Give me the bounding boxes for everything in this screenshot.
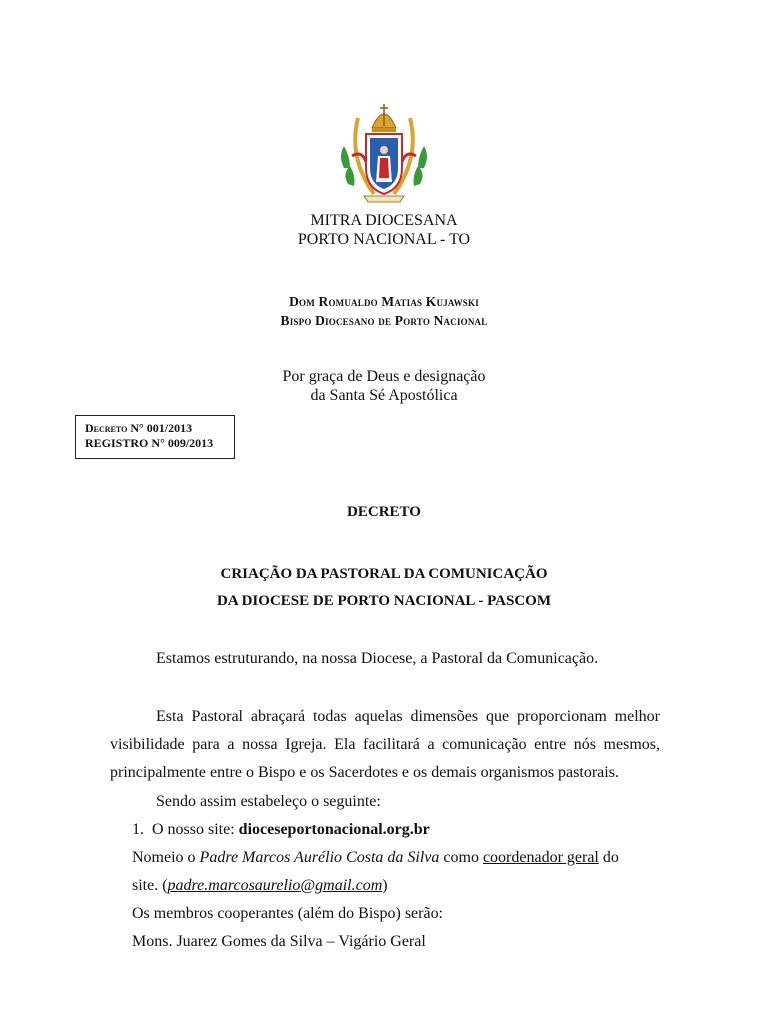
grace-line-2: da Santa Sé Apostólica [310,387,458,404]
nomination-prefix: Nomeio o [132,849,200,866]
decree-items [132,816,662,956]
grace-statement [0,367,768,405]
diocese-crest-icon [334,98,434,206]
site-email-line [132,872,662,900]
list-item-site [132,816,662,844]
creation-title [0,561,768,615]
org-line-1: MITRA DIOCESANA [310,212,458,229]
bishop-title: Bispo Diocesano de Porto Nacional [280,313,488,328]
org-line-2: PORTO NACIONAL - TO [297,231,471,248]
grace-line-1: Por graça de Deus e designação [282,368,486,385]
nomination-line [132,844,662,872]
creation-line-2: DA DIOCESE DE PORTO NACIONAL - PASCOM [217,593,551,609]
bishop-name: Dom Romualdo Matias Kujawski [289,294,479,309]
paragraph-intro: Estamos estruturando, na nossa Diocese, a Pastoral da Comunicação. [156,650,599,667]
item-prefix: 1. O nosso site: [132,821,239,838]
nomination-mid: como [439,849,483,866]
site-url: dioceseportonacional.org.br [238,821,430,838]
coordinator-role: coordenador geral [482,849,599,866]
coordinator-name: Padre Marcos Aurélio Costa da Silva [199,849,440,866]
bishop-heading [0,292,768,330]
members-line: Os membros cooperantes (além do Bispo) serão: [132,905,444,922]
coordinator-email-link[interactable]: padre.marcosaurelio@gmail.com [167,877,383,894]
registry-reference: REGISTRO N° 009/2013 [85,436,214,450]
nomination-suffix: do [598,849,619,866]
organization-heading [0,211,768,249]
decree-title: DECRETO [347,504,421,520]
decree-label: Decreto [85,421,128,435]
email-prefix: site. ( [132,877,168,894]
creation-line-1: CRIAÇÃO DA PASTORAL DA COMUNICAÇÃO [220,566,548,582]
paragraph-purpose: Esta Pastoral abraçará todas aquelas dimensões que proporcionam melhor visibilidade para a nossa Igreja. Ela facilitará a comunicação entre nós mesmos, principalmente entre o Bispo e os Sacerdotes e os demais organismos pastorais. [110,708,660,781]
reference-box [75,415,235,459]
decree-reference [85,421,234,436]
email-suffix: ) [382,877,388,894]
decree-number: N° 001/2013 [127,421,193,435]
member-item: Mons. Juarez Gomes da Silva – Vigário Geral [132,933,426,950]
paragraph-establish: Sendo assim estabeleço o seguinte: [156,793,381,810]
